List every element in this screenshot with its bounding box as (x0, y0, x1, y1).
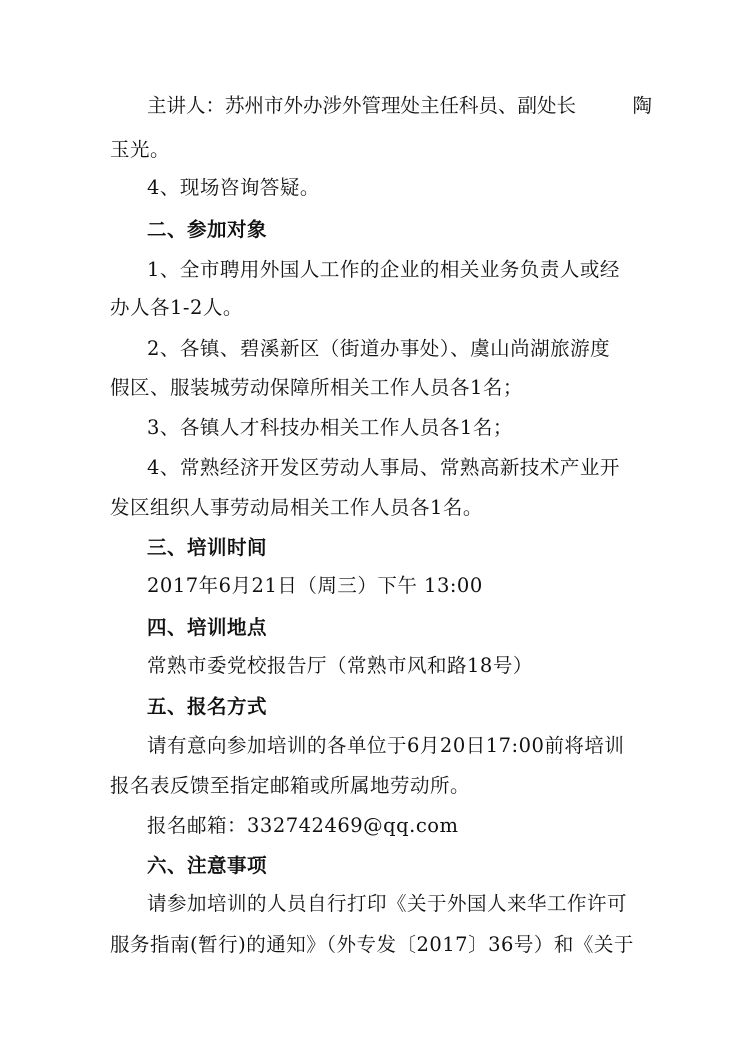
participant-item-1-line1: 1、全市聘用外国人工作的企业的相关业务负责人或经 (147, 258, 620, 281)
notice-line1: 请参加培训的人员自行打印《关于外国人来华工作许可 (147, 892, 628, 915)
participant-item-1-line2: 办人各1-2人。 (110, 296, 243, 319)
participant-item-4-line1: 4、常熟经济开发区劳动人事局、常熟高新技术产业开 (147, 456, 620, 479)
training-place: 常熟市委党校报告厅（常熟市风和路18号） (147, 654, 533, 677)
section5-heading: 五、报名方式 (147, 695, 268, 718)
participant-item-3-line1: 3、各镇人才科技办相关工作人员各1名； (147, 416, 513, 439)
speaker-title: 主讲人：苏州市外办涉外管理处主任科员、副处长 (147, 94, 577, 117)
section6-heading: 六、注意事项 (147, 854, 268, 877)
signup-line1: 请有意向参加培训的各单位于6月20日17:00前将培训 (147, 734, 625, 757)
training-time: 2017年6月21日（周三）下午 13:00 (147, 574, 483, 597)
participant-item-2-line1: 2、各镇、碧溪新区（街道办事处）、虞山尚湖旅游度 (147, 337, 611, 360)
section4-heading: 四、培训地点 (147, 616, 268, 639)
speaker-line (147, 94, 652, 118)
signup-line2: 报名表反馈至指定邮箱或所属地劳动所。 (110, 774, 471, 797)
item-consult: 4、现场咨询答疑。 (147, 176, 320, 199)
signup-email: 报名邮箱：332742469@qq.com (147, 814, 459, 837)
section3-heading: 三、培训时间 (147, 536, 268, 559)
notice-line2: 服务指南(暂行)的通知》（外专发〔2017〕36号）和《关于 (110, 933, 634, 956)
speaker-name-end: 玉光。 (110, 138, 171, 161)
participant-item-2-line2: 假区、服装城劳动保障所相关工作人员各1名； (110, 376, 523, 399)
speaker-name-start: 陶 (632, 94, 652, 117)
participant-item-4-line2: 发区组织人事劳动局相关工作人员各1名。 (110, 496, 483, 519)
section2-heading: 二、参加对象 (147, 218, 268, 241)
